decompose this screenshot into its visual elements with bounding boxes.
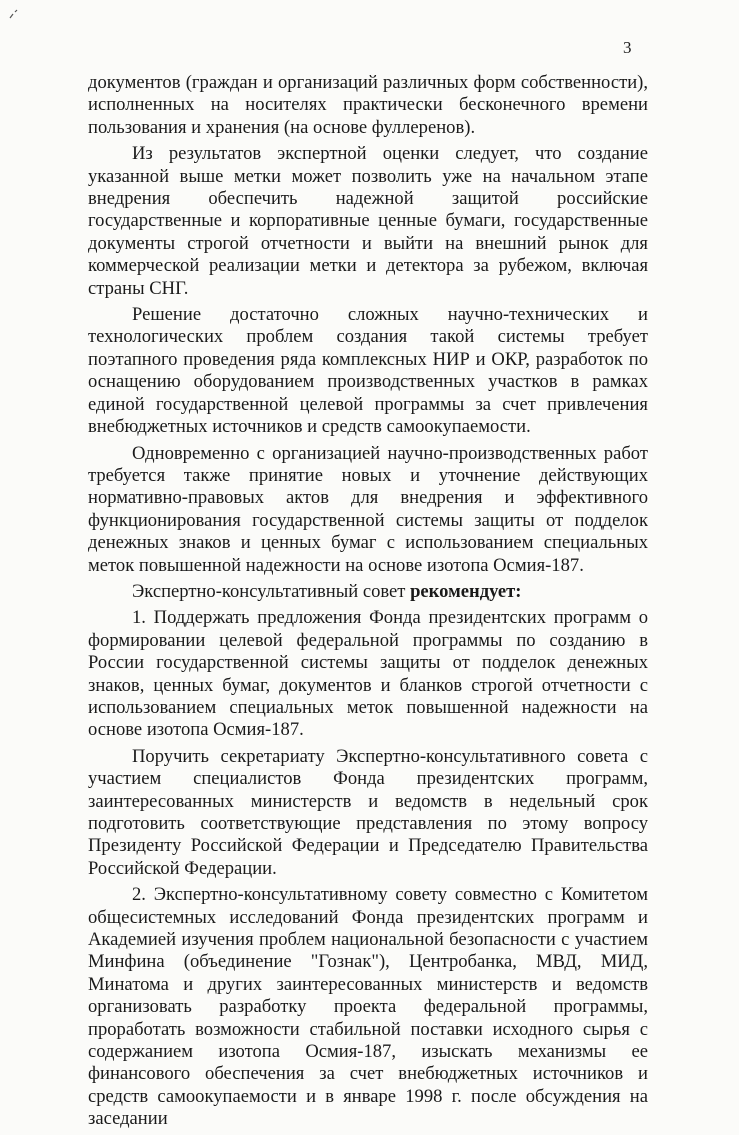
item-2: 2. Экспертно-консультативному совету совместно с Комитетом общесистемных исследований Фонда президентских программ и Академией изучения проблем национальной безопасности с участием Минфина (объединение "Гознак"), Центробанка, МВД, МИД, Минатома и других заинтересованных министерств и ведомств организовать разработку проекта федеральной программы, проработать возможности стабильной поставки исходного сырья с содержанием изотопа Осмия-187, изыскать механизмы ее финансового обеспечения за счет внебюджетных источников и средств самоокупаемости и в январе 1998 г. после обсуждения на заседании [88,884,648,1130]
recommendation-heading [88,581,648,603]
scan-corner-mark [8,8,20,20]
paragraph-continuation: документов (граждан и организаций различных форм собственности), исполненных на носителях практически бесконечного времени пользования и хранения (на основе фуллеренов). [88,72,648,138]
recommendation-lead: Экспертно-консультативный совет [132,580,406,602]
page-number: 3 [623,38,632,57]
paragraph-normative-acts: Одновременно с организацией научно-производственных работ требуется также принятие новых и уточнение действующих нормативно-правовых актов для внедрения и эффективного функционирования государственной системы защиты от подделок денежных знаков и ценных бумаг с использованием специальных меток повышенной надежности на основе изотопа Осмия-187. [88,442,648,576]
paragraph-expert-assessment: Из результатов экспертной оценки следует, что создание указанной выше метки может позволить уже на начальном этапе внедрения обеспечить надежной защитой российские государственные и корпоративные ценные бумаги, государственные документы строгой отчетности и выйти на внешний рынок для коммерческой реализации метки и детектора за рубежом, включая страны СНГ. [88,143,648,299]
item-1: 1. Поддержать предложения Фонда президентских программ о формировании целевой федеральной программы по созданию в России государственной системы защиты от подделок денежных знаков, ценных бумаг, документов и бланков строгой отчетности с использованием специальных меток повышенной надежности на основе изотопа Осмия-187. [88,607,648,741]
paragraph-solution: Решение достаточно сложных научно-технических и технологических проблем создания такой системы требует поэтапного проведения ряда комплексных НИР и ОКР, разработок по оснащению оборудованием производственных участков в рамках единой государственной целевой программы за счет привлечения внебюджетных источников и средств самоокупаемости. [88,304,648,438]
item-1-assignment: Поручить секретариату Экспертно-консультативного совета с участием специалистов Фонда президентских программ, заинтересованных министерств и ведомств в недельный срок подготовить соответствующие представления по этому вопросу Президенту Российской Федерации и Председателю Правительства Российской Федерации. [88,745,648,879]
document-body [88,72,648,1135]
recommendation-verb: рекомендует: [410,580,522,602]
